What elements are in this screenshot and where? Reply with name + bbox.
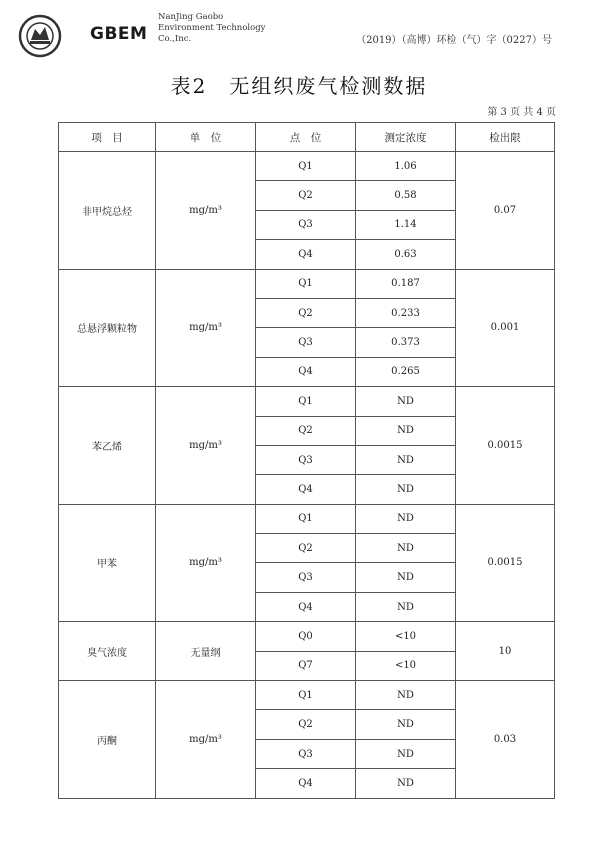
table-row [59,152,555,181]
value-cell: 0.187 [356,269,456,298]
limit-cell: 0.07 [456,152,555,270]
unit-cell: mg/m³ [156,152,256,270]
value-cell: 0.373 [356,328,456,357]
table-row [59,269,555,298]
value-cell: 1.14 [356,210,456,239]
header-item: 项 目 [59,123,156,152]
unit-cell: mg/m³ [156,681,256,799]
limit-cell: 0.0015 [456,387,555,505]
value-cell: 0.63 [356,240,456,269]
value-cell: ND [356,563,456,592]
value-cell: ND [356,681,456,710]
value-cell: 0.58 [356,181,456,210]
point-cell: Q3 [256,445,356,474]
header-unit: 单 位 [156,123,256,152]
item-cell: 甲苯 [59,504,156,622]
point-cell: Q1 [256,269,356,298]
brand-name: GBEM [90,24,148,44]
limit-cell: 10 [456,622,555,681]
item-cell: 苯乙烯 [59,387,156,505]
point-cell: Q1 [256,152,356,181]
limit-cell: 0.0015 [456,504,555,622]
item-cell: 臭气浓度 [59,622,156,681]
data-table [58,122,555,799]
header-point: 点 位 [256,123,356,152]
limit-cell: 0.03 [456,681,555,799]
value-cell: ND [356,445,456,474]
point-cell: Q2 [256,181,356,210]
point-cell: Q2 [256,416,356,445]
point-cell: Q4 [256,592,356,621]
value-cell: ND [356,592,456,621]
table-row [59,681,555,710]
company-line: NanJing Gaobo [158,12,224,22]
value-cell: <10 [356,651,456,680]
unit-cell: mg/m³ [156,387,256,505]
item-cell: 总悬浮颗粒物 [59,269,156,387]
point-cell: Q3 [256,210,356,239]
company-line: Co.,Inc. [158,34,192,44]
unit-cell: mg/m³ [156,269,256,387]
point-cell: Q4 [256,357,356,386]
document-number: （2019）（高博）环检（气）字（0227）号 [356,35,552,46]
point-cell: Q1 [256,681,356,710]
value-cell: ND [356,475,456,504]
value-cell: ND [356,504,456,533]
value-cell: ND [356,416,456,445]
table-body [59,152,555,799]
point-cell: Q4 [256,769,356,798]
table-row [59,504,555,533]
company-line: Environment Technology [158,23,266,33]
point-cell: Q1 [256,387,356,416]
point-cell: Q7 [256,651,356,680]
value-cell: ND [356,534,456,563]
table-row [59,387,555,416]
value-cell: <10 [356,622,456,651]
unit-cell: mg/m³ [156,504,256,622]
point-cell: Q0 [256,622,356,651]
header-concentration: 测定浓度 [356,123,456,152]
company-logo [18,14,62,58]
table-header-row [59,123,555,152]
point-cell: Q2 [256,710,356,739]
point-cell: Q2 [256,298,356,327]
point-cell: Q4 [256,240,356,269]
point-cell: Q3 [256,563,356,592]
header-detection-limit: 检出限 [456,123,555,152]
value-cell: ND [356,769,456,798]
value-cell: 0.265 [356,357,456,386]
value-cell: ND [356,387,456,416]
table-title: 表2 无组织废气检测数据 [170,74,428,98]
value-cell: 1.06 [356,152,456,181]
point-cell: Q3 [256,328,356,357]
item-cell: 丙酮 [59,681,156,799]
value-cell: ND [356,739,456,768]
item-cell: 非甲烷总烃 [59,152,156,270]
value-cell: 0.233 [356,298,456,327]
point-cell: Q2 [256,534,356,563]
value-cell: ND [356,710,456,739]
table-row [59,622,555,651]
company-name [158,12,265,45]
unit-cell: 无量纲 [156,622,256,681]
point-cell: Q4 [256,475,356,504]
page-info: 第 3 页 共 4 页 [487,107,556,118]
point-cell: Q1 [256,504,356,533]
point-cell: Q3 [256,739,356,768]
limit-cell: 0.001 [456,269,555,387]
